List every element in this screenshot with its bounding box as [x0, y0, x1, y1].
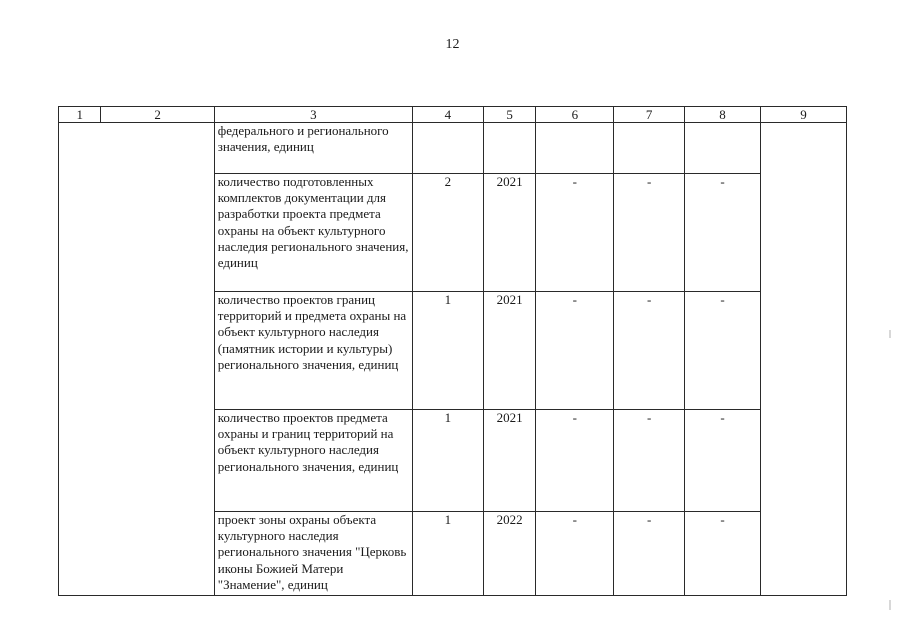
- header-col-5: 5: [483, 107, 536, 123]
- col8-cell: -: [685, 410, 761, 512]
- col9-merged-cell: [760, 123, 846, 596]
- merged-empty-cell: [59, 123, 215, 596]
- col7-cell: -: [614, 512, 685, 596]
- year-cell: 2022: [483, 512, 536, 596]
- col7-cell: -: [614, 292, 685, 410]
- value-cell: 1: [413, 512, 484, 596]
- page-number: 12: [445, 37, 460, 52]
- header-col-8: 8: [685, 107, 761, 123]
- col7-cell: -: [614, 410, 685, 512]
- col7-cell: [614, 123, 685, 174]
- indicator-cell: федерального и регионального значения, единиц: [214, 123, 412, 174]
- scan-artifact: [889, 330, 891, 338]
- value-cell: [413, 123, 484, 174]
- col6-cell: -: [536, 292, 614, 410]
- col8-cell: [685, 123, 761, 174]
- col6-cell: -: [536, 174, 614, 292]
- header-col-3: 3: [214, 107, 412, 123]
- table-row: [59, 123, 847, 174]
- col8-cell: -: [685, 292, 761, 410]
- header-col-7: 7: [614, 107, 685, 123]
- scan-artifact: [889, 600, 891, 610]
- header-col-1: 1: [59, 107, 101, 123]
- col6-cell: [536, 123, 614, 174]
- year-cell: 2021: [483, 174, 536, 292]
- col7-cell: -: [614, 174, 685, 292]
- header-col-2: 2: [101, 107, 214, 123]
- header-col-4: 4: [413, 107, 484, 123]
- year-cell: [483, 123, 536, 174]
- year-cell: 2021: [483, 292, 536, 410]
- indicator-cell: количество подготовленных комплектов документации для разработки проекта предмета охраны на объект культурного наследия регионального значения, единиц: [214, 174, 412, 292]
- indicator-cell: количество проектов предмета охраны и границ территорий на объект культурного наследия регионального значения, единиц: [214, 410, 412, 512]
- value-cell: 1: [413, 410, 484, 512]
- col6-cell: -: [536, 410, 614, 512]
- header-col-9: 9: [760, 107, 846, 123]
- indicators-table: [58, 106, 847, 596]
- value-cell: 1: [413, 292, 484, 410]
- col6-cell: -: [536, 512, 614, 596]
- indicator-cell: проект зоны охраны объекта культурного наследия регионального значения "Церковь иконы Божией Матери "Знамение", единиц: [214, 512, 412, 596]
- year-cell: 2021: [483, 410, 536, 512]
- col8-cell: -: [685, 512, 761, 596]
- col8-cell: -: [685, 174, 761, 292]
- value-cell: 2: [413, 174, 484, 292]
- indicator-cell: количество проектов границ территорий и предмета охраны на объект культурного наследия (памятник истории и культуры) регионального значения, единиц: [214, 292, 412, 410]
- header-row: [59, 107, 847, 123]
- header-col-6: 6: [536, 107, 614, 123]
